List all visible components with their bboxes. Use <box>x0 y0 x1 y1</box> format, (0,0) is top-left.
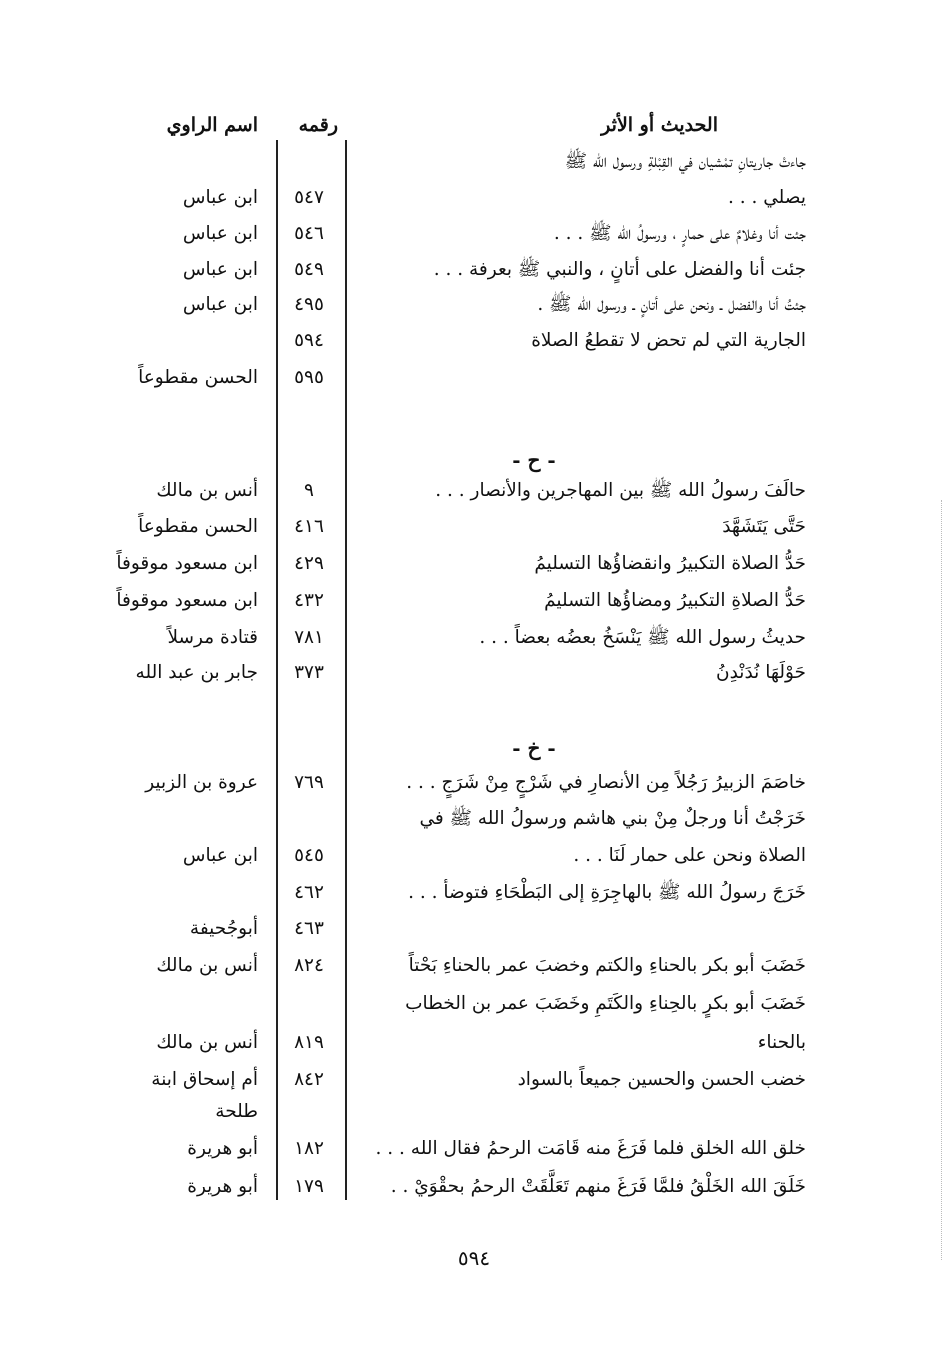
hadith-line: جئت أنا والفضل على أتانٍ ، والنبي ﷺ بعرفة . . . <box>433 259 806 280</box>
hadith-line: جاءتْ جاريتانِ تمْشيان في القِبْلةِ ورسول الله ﷺ <box>564 151 806 172</box>
hadith-number: ٥٤٩ <box>294 259 324 280</box>
hadith-number: ٧٨١ <box>294 627 324 648</box>
hadith-line: الصلاة ونحن على حمار لَنَا . . . <box>573 845 806 866</box>
narrator-name: ابن عباس <box>182 294 258 315</box>
hadith-number: ١٧٩ <box>294 1176 324 1197</box>
hadith-line: خَرَجَ رسولُ الله ﷺ بالهاجِرَةِ إلى البَطْحَاءِ فتوضأ . . . <box>408 882 806 903</box>
hadith-line: خَضَبَ أبو بكر بالحناءِ والكتم وخضبَ عمر بالحناءِ بَحْتاً <box>408 955 806 976</box>
hadith-line: بالحناء <box>757 1032 806 1053</box>
hadith-number: ٥٩٤ <box>294 330 324 351</box>
narrator-name: الحسن مقطوعاً <box>138 516 258 537</box>
hadith-number: ٥٤٧ <box>294 187 324 208</box>
hadith-number: ٥٤٥ <box>294 845 324 866</box>
narrator-name: أنس بن مالك <box>156 480 258 501</box>
hadith-line: خاصَمَ الزبيرُ رَجُلاً مِن الأنصارِ في شَرْجٍ مِنْ شَرَجٍ . . . <box>406 772 806 793</box>
narrator-name: أم إسحاق ابنة <box>151 1069 258 1090</box>
hadith-number: ٤٦٣ <box>294 918 324 939</box>
hadith-line: جئت أنا وغلامٌ على حمارٍ ، ورسولُ الله ﷺ . . . <box>553 223 806 244</box>
hadith-number: ٤١٦ <box>294 516 324 537</box>
hadith-number: ٤٢٩ <box>294 553 324 574</box>
hadith-line: الجارية التي لم تحض لا تقطعُ الصلاة <box>531 330 806 351</box>
column-divider-hadith <box>345 140 347 1200</box>
scan-edge-divider <box>940 500 942 1260</box>
narrator-name: ابن عباس <box>182 187 258 208</box>
narrator-name: ابن عباس <box>182 845 258 866</box>
hadith-line: خَلَقَ الله الخَلْقُ فلمَّا فَرَغَ منهم تَعَلَّقَتْ الرحمُ بحقْوَيْ . . <box>390 1176 806 1197</box>
hadith-line: حالَفَ رسولُ الله ﷺ بين المهاجرين والأنصار . . . <box>435 480 806 501</box>
hadith-line: جئتُ أنا والفضل ـ ونحن على أتانٍ ـ ورسول الله ﷺ . <box>537 294 806 315</box>
header-hadith: الحديث أو الأثر <box>601 114 718 136</box>
hadith-line: خَضَبَ أبو بكرٍ بالحِناءِ والكَتَمِ وخَضَبَ عمر بن الخطاب <box>405 993 806 1014</box>
hadith-number: ٤٣٢ <box>294 590 324 611</box>
hadith-line: حَدُّ الصلاة التكبيرُ وانقضاؤُها التسليمُ <box>534 553 806 574</box>
hadith-line: خَرَجْتُ أنا ورجلٌ مِنْ بني هاشم ورسولُ الله ﷺ في <box>419 808 806 829</box>
page-number: ٥٩٤ <box>457 1246 491 1270</box>
narrator-name: طلحة <box>215 1101 258 1122</box>
hadith-number: ٨٢٤ <box>294 955 324 976</box>
narrator-name: ابن مسعود موقوفاً <box>116 590 258 611</box>
hadith-line: حَوْلَهَا نُدَنْدِنُ <box>716 662 806 683</box>
header-number: رقمه <box>298 114 338 136</box>
hadith-number: ٨٤٢ <box>294 1069 324 1090</box>
narrator-name: أبوجُحيفة <box>189 918 258 939</box>
section-heading-kha: - خ - <box>512 736 556 760</box>
narrator-name: جابر بن عبد الله <box>135 662 258 683</box>
hadith-line: خلق الله الخلق فلما فَرَغَ منه قَامَت الرحمُ فقال الله . . . <box>375 1138 806 1159</box>
hadith-number: ٤٩٥ <box>294 294 324 315</box>
hadith-number: ٨١٩ <box>294 1032 324 1053</box>
hadith-line: حَتَّى يَتَشَهَّدَ <box>722 516 806 537</box>
narrator-name: أنس بن مالك <box>156 1032 258 1053</box>
hadith-number: ٩ <box>304 480 314 501</box>
narrator-name: أبو هريرة <box>187 1176 258 1197</box>
hadith-line: يصلي . . . <box>727 187 806 208</box>
header-narrator: اسم الراوي <box>166 114 258 136</box>
narrator-name: ابن مسعود موقوفاً <box>116 553 258 574</box>
hadith-number: ٤٦٢ <box>294 882 324 903</box>
hadith-number: ٥٩٥ <box>294 367 324 388</box>
hadith-number: ٧٦٩ <box>294 772 324 793</box>
narrator-name: ابن عباس <box>182 259 258 280</box>
hadith-line: حَدُّ الصلاةِ التكبيرُ ومضاؤُها التسليمُ <box>544 590 806 611</box>
hadith-number: ٥٤٦ <box>294 223 324 244</box>
section-heading-ha: - ح - <box>512 448 556 472</box>
narrator-name: أبو هريرة <box>187 1138 258 1159</box>
hadith-number: ١٨٢ <box>294 1138 324 1159</box>
narrator-name: عروة بن الزبير <box>145 772 258 793</box>
narrator-name: ابن عباس <box>182 223 258 244</box>
hadith-number: ٣٧٣ <box>294 662 324 683</box>
narrator-name: قتادة مرسلاً <box>167 627 258 648</box>
hadith-line: خضب الحسن والحسين جميعاً بالسواد <box>517 1069 806 1090</box>
hadith-line: حديثُ رسول الله ﷺ يَنْسَخُ بعضُه بعضاً . . . <box>479 627 806 648</box>
narrator-name: الحسن مقطوعاً <box>138 367 258 388</box>
narrator-name: أنس بن مالك <box>156 955 258 976</box>
